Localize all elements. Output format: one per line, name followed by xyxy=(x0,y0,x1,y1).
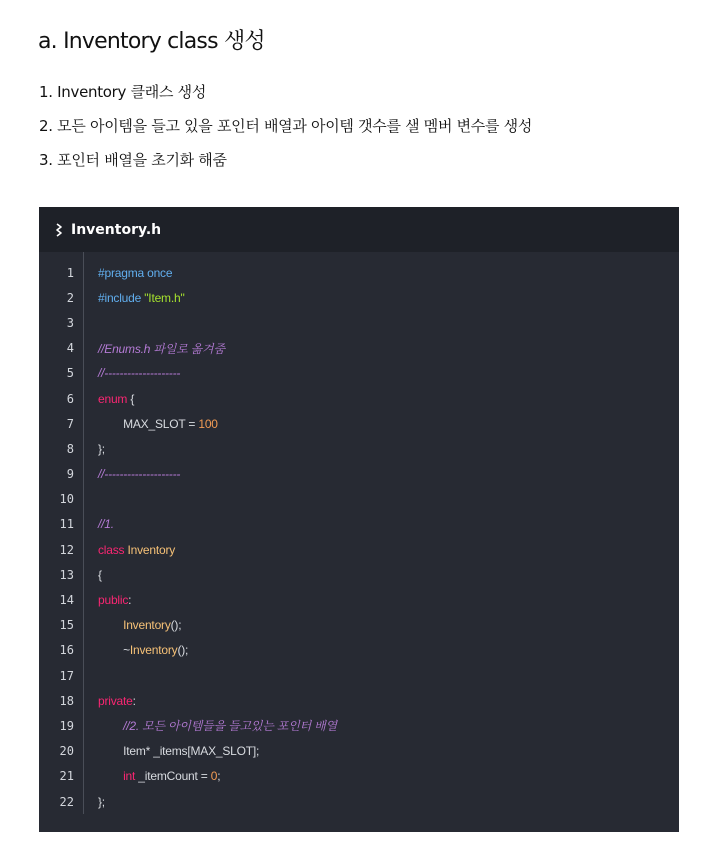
code-token: }; xyxy=(98,441,105,456)
line-number: 19 xyxy=(59,718,74,733)
line-number: 17 xyxy=(59,668,74,683)
line-number: 14 xyxy=(59,593,74,608)
line-number: 1 xyxy=(66,265,74,280)
code-token: Inventory xyxy=(123,618,171,633)
code-token: //-------------------- xyxy=(98,366,181,381)
code-token: : xyxy=(132,693,136,708)
code-token: (); xyxy=(177,643,189,658)
code-text xyxy=(98,417,218,431)
line-number: 4 xyxy=(66,341,74,356)
code-token: }; xyxy=(98,794,105,809)
line-number: 16 xyxy=(59,643,74,658)
code-line xyxy=(39,285,679,310)
code-text xyxy=(98,717,337,734)
code-text xyxy=(98,392,134,406)
code-line xyxy=(39,310,679,335)
code-token: private xyxy=(98,693,133,708)
gutter-divider xyxy=(83,252,84,814)
code-body xyxy=(39,252,679,814)
code-line xyxy=(39,462,679,487)
line-number: 7 xyxy=(66,416,74,431)
code-token: //-------------------- xyxy=(98,467,181,482)
step-item: 2. 모든 아이템을 들고 있을 포인터 배열과 아이템 갯수를 샐 멤버 변수를 생성 xyxy=(39,117,533,135)
code-token: { xyxy=(98,567,102,582)
code-line xyxy=(39,688,679,713)
code-text xyxy=(98,266,172,280)
code-token xyxy=(98,618,123,632)
line-number: 18 xyxy=(59,693,74,708)
line-number: 21 xyxy=(59,769,74,784)
line-number: 10 xyxy=(59,492,74,507)
code-line xyxy=(39,512,679,537)
code-text xyxy=(98,593,131,607)
code-line xyxy=(39,386,679,411)
step-list xyxy=(39,81,532,183)
line-number: 3 xyxy=(66,315,74,330)
code-lines xyxy=(39,260,679,814)
code-token: //Enums.h 파일로 옮겨줌 xyxy=(98,341,225,356)
line-number: 8 xyxy=(66,441,74,456)
code-token: public xyxy=(98,593,129,608)
code-text xyxy=(98,795,105,809)
code-line xyxy=(39,613,679,638)
code-text xyxy=(98,568,102,582)
code-token: enum xyxy=(98,391,128,406)
code-text xyxy=(98,517,114,531)
code-token: { xyxy=(127,391,135,406)
code-token: 0 xyxy=(210,769,218,784)
code-token: class xyxy=(98,542,125,557)
code-line xyxy=(39,663,679,688)
code-text xyxy=(98,442,105,456)
line-number: 2 xyxy=(66,290,74,305)
code-token: : xyxy=(128,593,132,608)
code-token: //2. 모든 아이템들을 들고있는 포인터 배열 xyxy=(123,719,337,734)
code-line xyxy=(39,411,679,436)
code-token: (); xyxy=(170,618,182,633)
code-token: int xyxy=(123,769,136,784)
line-number: 12 xyxy=(59,542,74,557)
code-text xyxy=(98,291,185,305)
line-number: 22 xyxy=(59,794,74,809)
code-token: //1. xyxy=(98,517,114,532)
code-token: _itemCount = xyxy=(135,769,211,784)
code-token xyxy=(98,769,123,783)
code-token: ; xyxy=(217,769,221,784)
line-number: 5 xyxy=(66,366,74,381)
section-heading: a. Inventory class 생성 xyxy=(38,29,265,54)
code-line xyxy=(39,361,679,386)
code-text xyxy=(98,366,180,380)
line-number: 11 xyxy=(59,517,74,532)
code-line xyxy=(39,537,679,562)
code-text xyxy=(98,769,220,783)
line-number: 13 xyxy=(59,567,74,582)
code-line xyxy=(39,739,679,764)
code-text xyxy=(98,543,175,557)
code-token: Inventory xyxy=(129,643,178,658)
code-text xyxy=(98,643,188,657)
code-text xyxy=(98,744,259,758)
code-token: MAX_SLOT = xyxy=(98,416,199,431)
code-token: Item* _items[MAX_SLOT]; xyxy=(98,744,260,759)
code-token: 100 xyxy=(198,416,218,431)
code-line xyxy=(39,789,679,814)
code-line xyxy=(39,487,679,512)
code-header xyxy=(39,207,679,252)
code-token xyxy=(98,719,123,733)
code-token: #pragma once xyxy=(98,265,173,280)
code-line xyxy=(39,336,679,361)
code-token: Inventory xyxy=(127,542,176,557)
code-line xyxy=(39,638,679,663)
code-line xyxy=(39,764,679,789)
code-token: #include xyxy=(98,290,145,305)
step-item: 3. 포인터 배열을 초기화 해줌 xyxy=(39,151,227,169)
code-line xyxy=(39,562,679,587)
code-filename: Inventory.h xyxy=(71,221,162,238)
code-line xyxy=(39,587,679,612)
code-line xyxy=(39,713,679,738)
code-token: "Item.h" xyxy=(144,290,185,305)
line-number: 15 xyxy=(59,618,74,633)
line-number: 6 xyxy=(66,391,74,406)
code-text xyxy=(98,340,225,357)
line-number: 9 xyxy=(66,467,74,482)
step-item: 1. Inventory 클래스 생성 xyxy=(39,83,207,101)
line-number: 20 xyxy=(59,744,74,759)
code-text xyxy=(98,618,181,632)
code-block xyxy=(39,207,679,832)
code-line xyxy=(39,436,679,461)
code-line xyxy=(39,260,679,285)
code-text xyxy=(98,694,136,708)
code-token: ~ xyxy=(98,643,130,658)
file-icon xyxy=(53,223,65,237)
code-text xyxy=(98,467,180,481)
